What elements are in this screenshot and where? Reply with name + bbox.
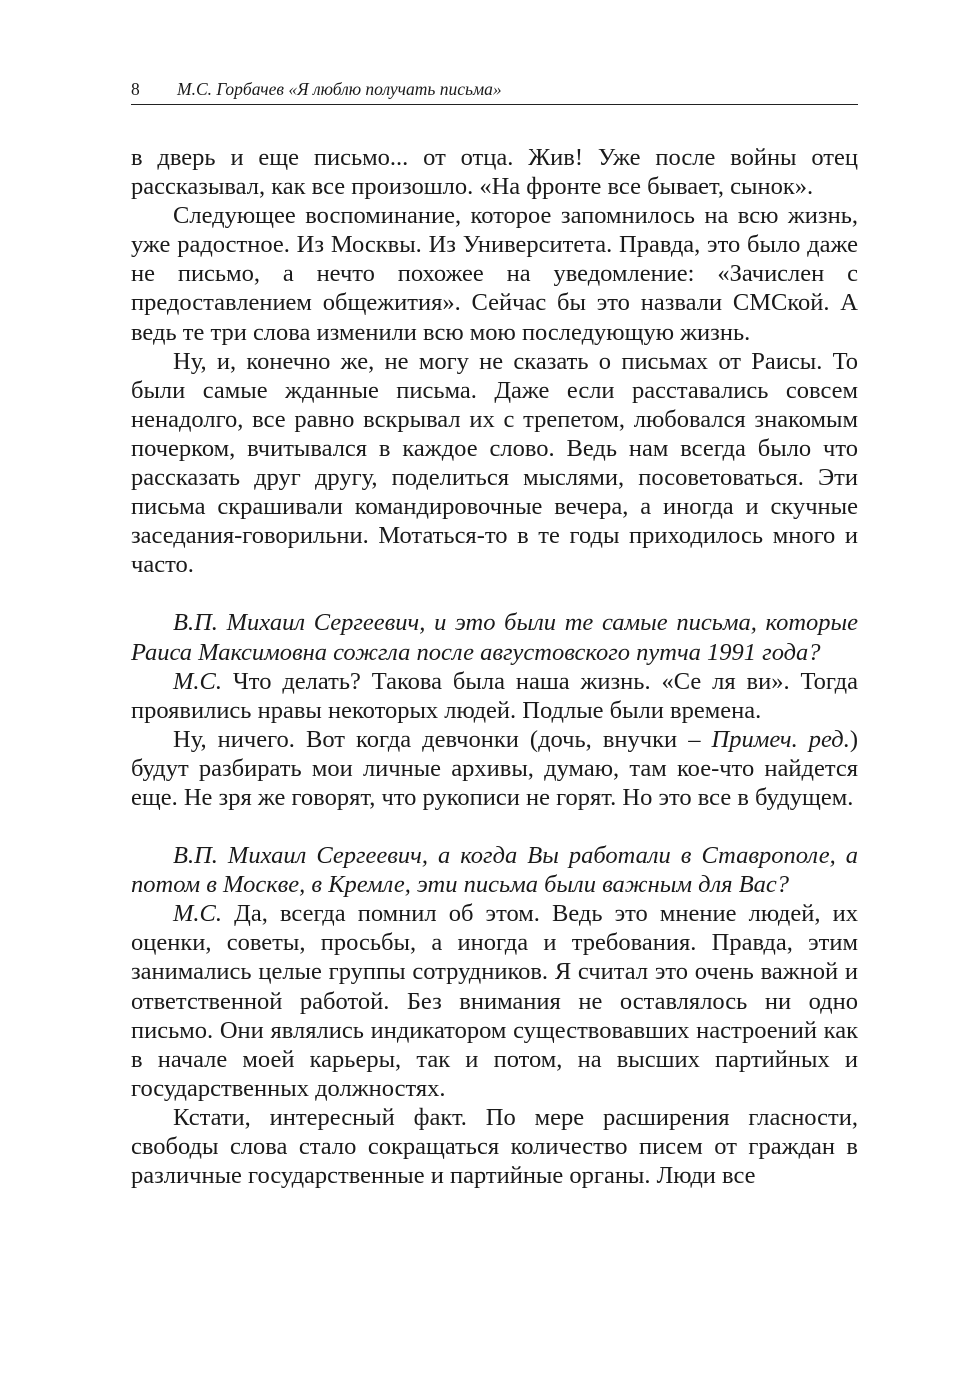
body-text — [131, 143, 858, 1190]
paragraph-continuation: в дверь и еще письмо... от отца. Жив! Уже после войны отец рассказывал, как все произошло. «На фронте все бывает, сынок». — [131, 144, 858, 201]
paragraph-archives — [131, 725, 858, 812]
page-number: 8 — [131, 79, 140, 99]
speaker-label: М.С. — [173, 900, 222, 928]
answer-text: Что делать? Такова была наша жизнь. «Се ля ви». Тогда проявились нравы некоторых людей. Подлые были времена. — [131, 667, 858, 724]
answer-text: Да, всегда помнил об этом. Ведь это мнение людей, их оценки, советы, просьбы, а иногда и требования. Правда, этим занимались целые группы сотрудников. Я считал это очень важной и ответственной работой. Без внимания не оставлялось ни одно письмо. Они являлись индикатором существовавших настроений как в начале моей карьеры, так и потом, на высших партийных и государственных должностях. — [131, 900, 858, 1102]
archives-text-start: Ну, ничего. Вот когда девчонки (дочь, внучки – — [173, 725, 712, 753]
archives-text-end: ) будут разбирать мои личные архивы, думаю, там кое-что найдется еще. Не зря же говорят, что рукописи не горят. Но это все в будущем. — [131, 725, 858, 811]
interview-question-1: В.П. Михаил Сергеевич, и это были те самые письма, которые Раиса Максимовна сожгла после августовского путча 1991 года? — [131, 609, 858, 666]
interview-answer-1 — [131, 667, 858, 725]
paragraph-letters-raisa: Ну, и, конечно же, не могу не сказать о письмах от Раисы. То были самые жданные письма. Даже если расставались совсем ненадолго, все равно вскрывал их с трепетом, любовался знакомым почерком, вчитывался в каждое слово. Ведь нам всегда было что рассказать друг другу, поделиться мыслями, посоветоваться. Эти письма скрашивали командировочные вечера, а иногда и скучные заседания-говорильни. Мотаться-то в те годы приходилось много и часто. — [131, 347, 858, 579]
running-title: М.С. Горбачев «Я люблю получать письма» — [177, 79, 502, 99]
editor-note: Примеч. ред. — [711, 725, 850, 753]
paragraph-glasnost: Кстати, интересный факт. По мере расширения гласности, свободы слова стало сокращаться количество писем от граждан в различные государственные и партийные органы. Люди все — [131, 1103, 858, 1190]
running-header — [131, 78, 858, 105]
paragraph-memory-university: Следующее воспоминание, которое запомнилось на всю жизнь, уже радостное. Из Москвы. Из Университета. Правда, это было даже не письмо, а нечто похожее на уведомление: «Зачислен с предоставлением общежития». Сейчас бы это назвали СМСкой. А ведь те три слова изменили всю мою последующую жизнь. — [131, 202, 858, 346]
speaker-label: М.С. — [173, 667, 222, 695]
interview-answer-2 — [131, 899, 858, 1103]
interview-question-2: В.П. Михаил Сергеевич, а когда Вы работали в Ставрополе, а потом в Москве, в Кремле, эти письма были важным для Вас? — [131, 842, 858, 899]
